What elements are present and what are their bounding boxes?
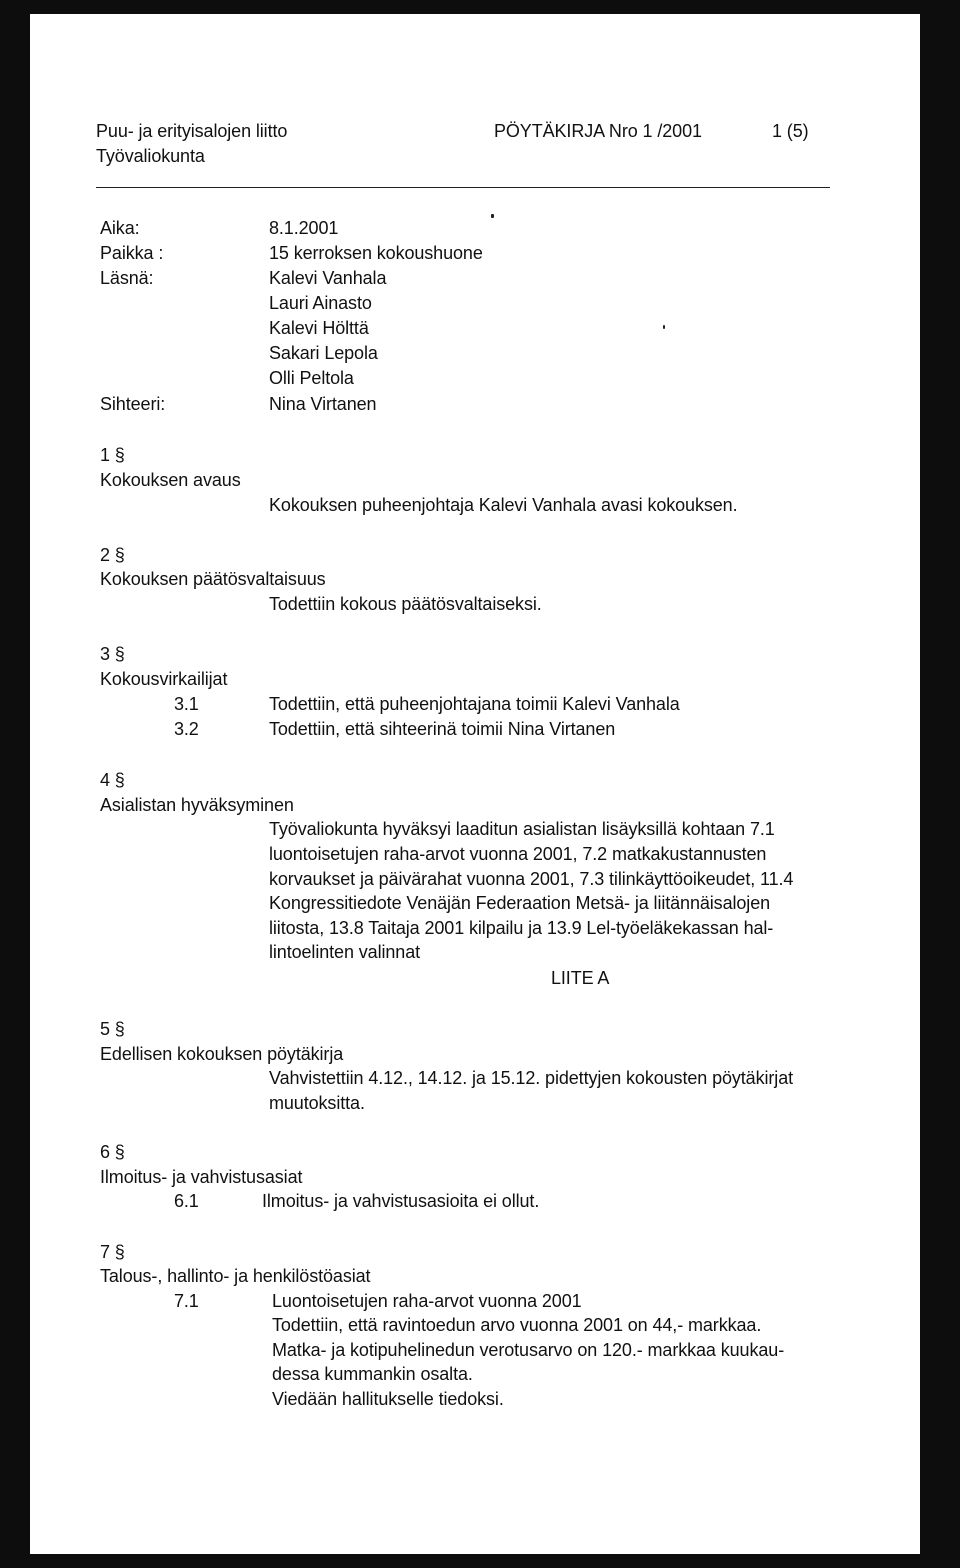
section-text-line: Kongressitiedote Venäjän Federaation Metsä- ja liitännäisalojen [269, 893, 771, 913]
section-title: Edellisen kokouksen pöytäkirja [100, 1044, 344, 1064]
header-org: Puu- ja erityisalojen liitto [96, 121, 288, 141]
section-title: Asialistan hyväksyminen [100, 795, 294, 815]
item-text: Ilmoitus- ja vahvistusasioita ei ollut. [262, 1191, 540, 1211]
item-number: 3.1 [174, 694, 199, 714]
section-number: 1 § [100, 445, 125, 465]
section-title: Kokousvirkailijat [100, 669, 228, 689]
document-title: PÖYTÄKIRJA Nro 1 /2001 [494, 121, 702, 141]
section-text-line: korvaukset ja päivärahat vuonna 2001, 7.3 tilinkäyttöoikeudet, 11.4 [269, 869, 794, 889]
section-number: 6 § [100, 1142, 125, 1162]
section-text: Kokouksen puheenjohtaja Kalevi Vanhala avasi kokouksen. [269, 495, 738, 515]
section-text-line: muutoksitta. [269, 1093, 365, 1113]
section-text-line: lintoelinten valinnat [269, 942, 421, 962]
scan-edge-shadow [0, 1460, 30, 1568]
section-text: Todettiin kokous päätösvaltaiseksi. [269, 594, 542, 614]
item-number: 7.1 [174, 1291, 199, 1311]
meta-label-present: Läsnä: [100, 268, 154, 288]
present-member: Kalevi Vanhala [269, 268, 387, 288]
section-text-line: Työvaliokunta hyväksyi laaditun asialistan lisäyksillä kohtaan 7.1 [269, 819, 775, 839]
section-title: Kokouksen avaus [100, 470, 241, 490]
header-unit: Työvaliokunta [96, 146, 205, 166]
section-number: 5 § [100, 1019, 125, 1039]
item-number: 6.1 [174, 1191, 199, 1211]
section-text-line: liitosta, 13.8 Taitaja 2001 kilpailu ja 13.9 Lel-työeläkekassan hal- [269, 918, 774, 938]
meta-value-place: 15 kerroksen kokoushuone [269, 243, 483, 263]
section-text-line: Viedään hallitukselle tiedoksi. [272, 1389, 504, 1409]
section-number: 2 § [100, 545, 125, 565]
page-number: 1 (5) [772, 121, 809, 141]
present-member: Lauri Ainasto [269, 293, 372, 313]
section-text-line: Vahvistettiin 4.12., 14.12. ja 15.12. pidettyjen kokousten pöytäkirjat [269, 1068, 794, 1088]
section-text-line: Matka- ja kotipuhelinedun verotusarvo on 120.- markkaa kuukau- [272, 1340, 785, 1360]
item-number: 3.2 [174, 719, 199, 739]
section-number: 4 § [100, 770, 125, 790]
section-title: Ilmoitus- ja vahvistusasiat [100, 1167, 303, 1187]
section-text-line: luontoisetujen raha-arvot vuonna 2001, 7.2 matkakustannusten [269, 844, 767, 864]
section-text-line: dessa kummankin osalta. [272, 1364, 473, 1384]
present-member: Kalevi Hölttä [269, 318, 369, 338]
item-text: Todettiin, että puheenjohtajana toimii Kalevi Vanhala [269, 694, 680, 714]
present-member: Olli Peltola [269, 368, 354, 388]
meta-label-time: Aika: [100, 218, 140, 238]
meta-label-place: Paikka : [100, 243, 164, 263]
section-number: 3 § [100, 644, 125, 664]
present-member: Sakari Lepola [269, 343, 378, 363]
meta-value-secretary: Nina Virtanen [269, 394, 377, 414]
meta-label-secretary: Sihteeri: [100, 394, 166, 414]
section-title: Kokouksen päätösvaltaisuus [100, 569, 326, 589]
section-text-line: Todettiin, että ravintoedun arvo vuonna 2001 on 44,- markkaa. [272, 1315, 762, 1335]
scan-speck [663, 325, 665, 329]
section-title: Talous-, hallinto- ja henkilöstöasiat [100, 1266, 371, 1286]
scan-speck [491, 214, 494, 218]
appendix-label: LIITE A [551, 968, 610, 988]
section-number: 7 § [100, 1242, 125, 1262]
header-divider [96, 187, 830, 188]
item-text: Todettiin, että sihteerinä toimii Nina Virtanen [269, 719, 616, 739]
item-text: Luontoisetujen raha-arvot vuonna 2001 [272, 1291, 582, 1311]
meta-value-time: 8.1.2001 [269, 218, 339, 238]
